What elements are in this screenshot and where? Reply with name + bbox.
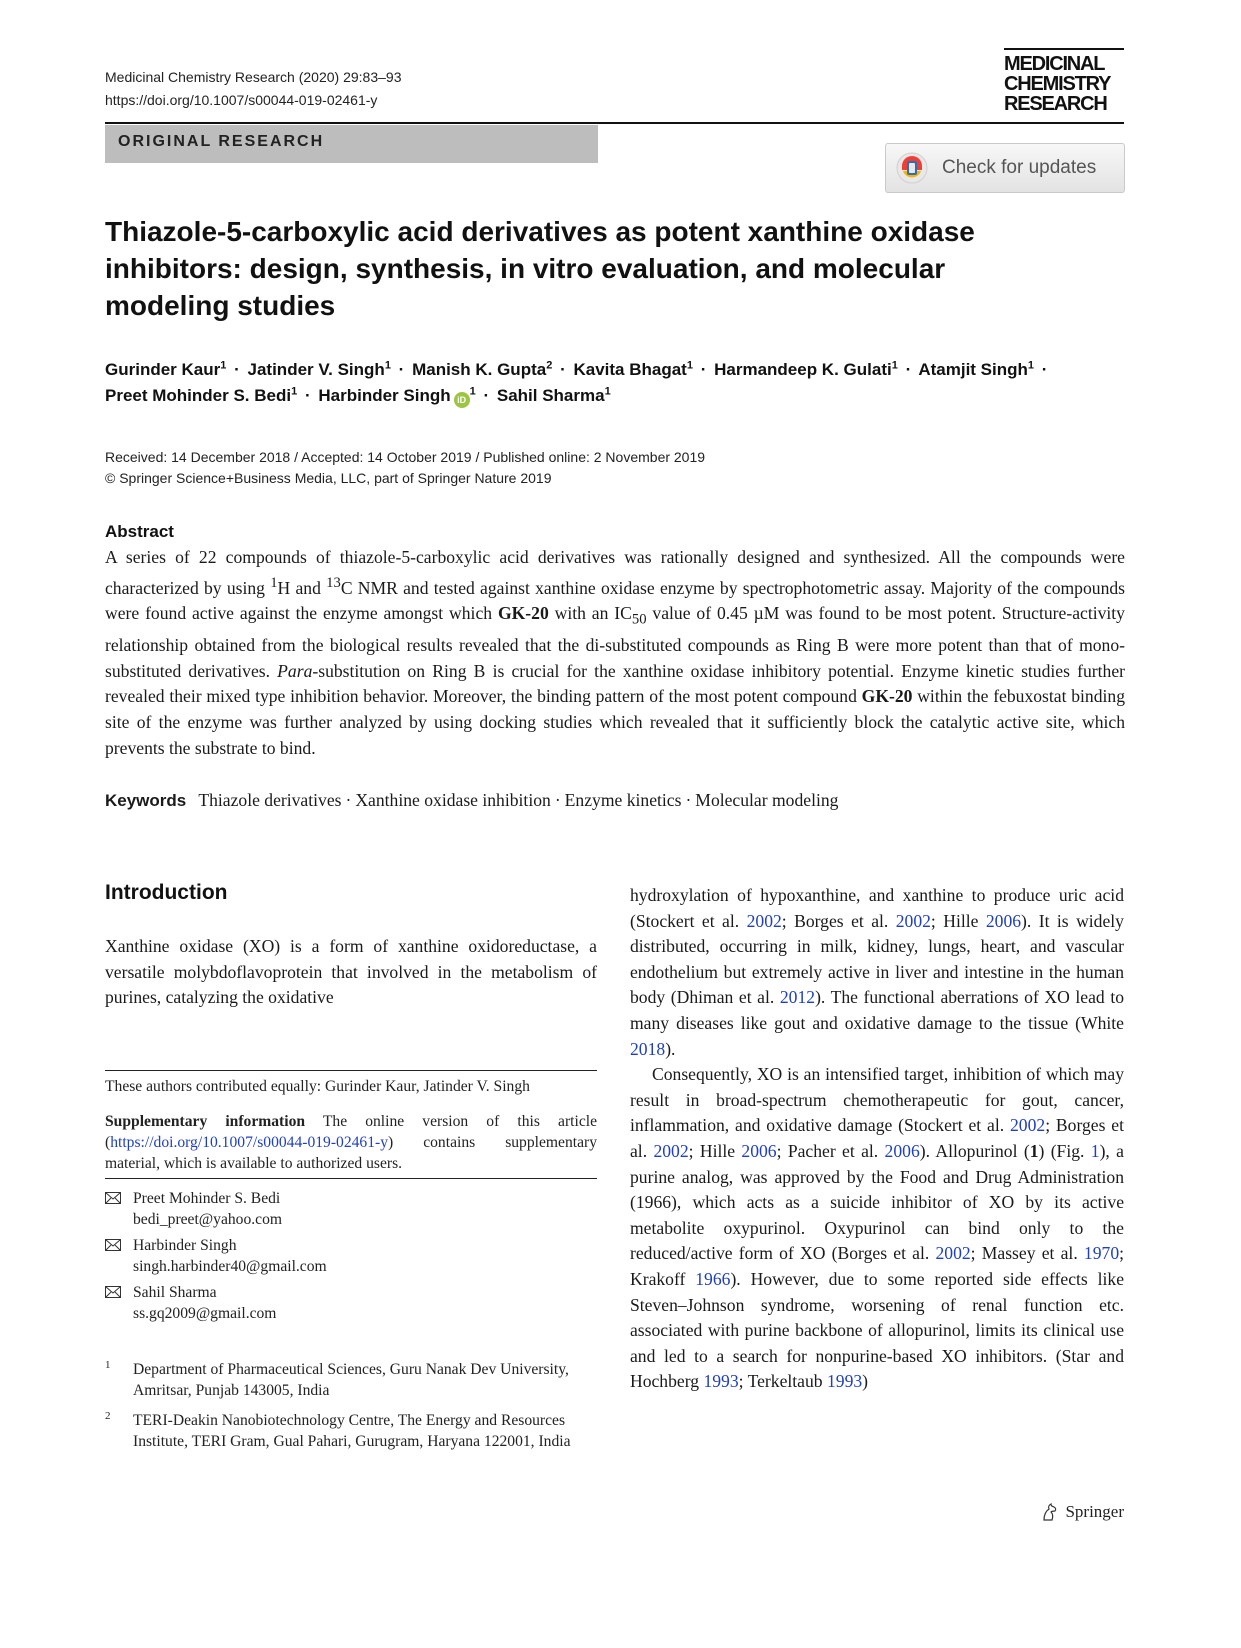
header-divider bbox=[105, 122, 1124, 124]
citation-link[interactable]: 2002 bbox=[653, 1140, 689, 1161]
citation-link[interactable]: 2018 bbox=[630, 1038, 666, 1059]
author-affiliation: 1 bbox=[384, 359, 391, 372]
keyword[interactable]: Molecular modeling bbox=[695, 790, 839, 810]
author-affiliation: 1 bbox=[604, 385, 611, 398]
footnote-divider bbox=[105, 1070, 597, 1071]
author-affiliation: 1 bbox=[891, 359, 898, 372]
equal-contribution-note: These authors contributed equally: Gurinder Kaur, Jatinder V. Singh bbox=[105, 1078, 530, 1095]
author-name[interactable]: Harbinder Singh bbox=[318, 386, 451, 405]
author-list bbox=[105, 357, 1125, 409]
citation-link[interactable]: 2006 bbox=[985, 910, 1022, 931]
envelope-icon bbox=[105, 1286, 121, 1298]
right-column bbox=[630, 883, 1124, 1395]
citation-link[interactable]: 2002 bbox=[1010, 1115, 1046, 1136]
citation-link[interactable]: 2006 bbox=[741, 1140, 777, 1161]
abstract-body: A series of 22 compounds of thiazole-5-carboxylic acid derivatives was rationally designed and synthesized. All the compounds were characterized by using $^1$H and $^{13}$C NMR and tested against xanthine oxidase enzyme by spectrophotometric assay. Majority of the compounds were found active against the enzyme amongst which GK-20 with an $IC_{50}$ value of 0.45 µM was found to be most potent. Structure-activity relationship obtained from the biological results revealed that the di-substituted compounds as Ring B were more potent than that of mono-substituted derivatives. Para-substitution on Ring B is crucial for the xanthine oxidase inhibitory potential. Enzyme kinetic studies further revealed their mixed type inhibition behavior. Moreover, the binding pattern of the most potent compound GK-20 within the febuxostat binding site of the enzyme was further analyzed by using docking studies which revealed that it sufficiently block the catalytic active site, which prevents the substrate to bind. bbox=[105, 547, 1126, 758]
author-affiliation: 1 bbox=[1027, 359, 1035, 372]
affiliation-entry bbox=[105, 1359, 597, 1401]
keyword[interactable]: Thiazole derivatives bbox=[198, 790, 342, 810]
journal-logo bbox=[1004, 48, 1124, 114]
author-name[interactable]: Atamjit Singh bbox=[918, 360, 1028, 379]
check-for-updates-button[interactable] bbox=[885, 143, 1125, 193]
journal-info bbox=[105, 66, 401, 112]
envelope-icon bbox=[105, 1239, 121, 1251]
orcid-icon[interactable]: iD bbox=[454, 392, 470, 408]
section-label: ORIGINAL RESEARCH bbox=[105, 125, 598, 163]
citation-link[interactable]: 2006 bbox=[884, 1140, 920, 1161]
publisher-name: Springer bbox=[1065, 1502, 1124, 1521]
affiliation-text: Department of Pharmaceutical Sciences, Guru Nanak Dev University, Amritsar, Punjab 143005, India bbox=[133, 1361, 569, 1399]
keyword[interactable]: Xanthine oxidase inhibition bbox=[355, 790, 551, 810]
contact-email[interactable]: bedi_preet@yahoo.com bbox=[133, 1211, 283, 1228]
contact-entry bbox=[105, 1188, 597, 1230]
check-for-updates-label: Check for updates bbox=[942, 157, 1097, 178]
contact-entry bbox=[105, 1235, 597, 1277]
citation-link[interactable]: 2012 bbox=[779, 987, 816, 1008]
author-name[interactable]: Kavita Bhagat bbox=[573, 360, 687, 379]
author-name[interactable]: Sahil Sharma bbox=[496, 386, 605, 405]
keywords-label: Keywords bbox=[105, 791, 187, 810]
contact-entry bbox=[105, 1282, 597, 1324]
citation-link[interactable]: 1966 bbox=[695, 1268, 731, 1289]
keyword[interactable]: Enzyme kinetics bbox=[564, 790, 682, 810]
figure-link[interactable]: 1 bbox=[1090, 1140, 1100, 1161]
author-affiliation: 2 bbox=[546, 359, 553, 372]
intro-paragraph-right-2: Consequently, XO is an intensified target, inhibition of which may result in broad-spectrum chemotherapeutic for gout, cancer, inflammation, and oxidative damage (Stockert et al. 2002; Borges et al. 2002; Hille 2006; Pacher et al. 2006). Allopurinol (1) (Fig. 1), a purine analog, was approved by the Food and Drug Administration (1966), which acts as a suicide inhibitor of XO by its active metabolite oxypurinol. Oxypurinol can bind only to the reduced/active form of XO (Borges et al. 2002; Massey et al. 1970; Krakoff 1966). However, due to some reported side effects like Steven–Johnson syndrome, worsening of renal function etc. associated with purine backbone of allopurinol, limits its clinical use and led to a search for nonpurine-based XO inhibitors. (Star and Hochberg 1993; Terkeltaub 1993) bbox=[630, 1064, 1125, 1392]
contact-email[interactable]: singh.harbinder40@gmail.com bbox=[133, 1258, 327, 1275]
author-affiliation: 1 bbox=[469, 385, 476, 398]
corresponding-authors bbox=[105, 1188, 597, 1329]
author-name[interactable]: Jatinder V. Singh bbox=[247, 360, 385, 379]
contact-email[interactable]: ss.gq2009@gmail.com bbox=[133, 1305, 277, 1322]
citation-link[interactable]: 2002 bbox=[895, 910, 931, 931]
author-affiliation: 1 bbox=[291, 385, 298, 398]
citation-link[interactable]: 2002 bbox=[746, 910, 782, 931]
intro-paragraph-right-1: hydroxylation of hypoxanthine, and xanthine to produce uric acid (Stockert et al. 2002; Borges et al. 2002; Hille 2006). It is widely distributed, occurring in milk, kidney, lungs, heart, and vascular endothelium but extremely active in liver and intestine in the human body (Dhiman et al. 2012). The functional aberrations of XO lead to many diseases like gout and oxidative damage to the tissue (White 2018). bbox=[630, 885, 1124, 1059]
affiliation-entry bbox=[105, 1410, 597, 1452]
author-line-1: Gurinder Kaur$^1$ · Jatinder V. Singh$^1$ · Manish K. Gupta$^2$ · Kavita Bhagat$^1$ · Harmandeep K. Gulati$^1$ · Atamjit Singh$^1$ · bbox=[105, 359, 1048, 379]
affiliation-number: 1 bbox=[105, 1359, 111, 1371]
footnote-divider bbox=[105, 1178, 597, 1179]
author-name[interactable]: Gurinder Kaur bbox=[105, 360, 221, 379]
author-name[interactable]: Harmandeep K. Gulati bbox=[714, 360, 892, 379]
publication-dates bbox=[105, 447, 705, 489]
copyright-line: © Springer Science+Business Media, LLC, part of Springer Nature 2019 bbox=[105, 470, 552, 486]
crossmark-icon bbox=[896, 152, 928, 184]
springer-logo bbox=[1040, 1502, 1124, 1522]
affiliation-number: 2 bbox=[105, 1410, 111, 1422]
journal-citation: Medicinal Chemistry Research (2020) 29:83–93 bbox=[105, 69, 402, 85]
supplementary-link[interactable]: https://doi.org/10.1007/s00044-019-02461-y bbox=[110, 1134, 389, 1151]
author-name[interactable]: Manish K. Gupta bbox=[412, 360, 547, 379]
doi-link[interactable]: https://doi.org/10.1007/s00044-019-02461-y bbox=[105, 92, 378, 108]
contact-name: Sahil Sharma bbox=[133, 1284, 217, 1301]
dates-line: Received: 14 December 2018 / Accepted: 14 October 2019 / Published online: 2 November 2019 bbox=[105, 449, 706, 465]
citation-link[interactable]: 1970 bbox=[1083, 1243, 1120, 1264]
article-title: Thiazole-5-carboxylic acid derivatives as potent xanthine oxidase inhibitors: design, synthesis, in vitro evaluation, and molecular modeling studies bbox=[105, 216, 975, 321]
logo-line-1: MEDICINAL bbox=[1004, 53, 1105, 75]
logo-line-3: RESEARCH bbox=[1004, 93, 1107, 115]
springer-horse-icon bbox=[1040, 1502, 1060, 1522]
author-line-2: Preet Mohinder S. Bedi$^1$ · Harbinder Singh $iD^1$ · Sahil Sharma$^1$ bbox=[105, 383, 1125, 409]
author-affiliation: 1 bbox=[220, 359, 227, 372]
affiliation-text: TERI-Deakin Nanobiotechnology Centre, The Energy and Resources Institute, TERI Gram, Gual Pahari, Gurugram, Haryana 122001, India bbox=[133, 1412, 571, 1450]
contact-name: Preet Mohinder S. Bedi bbox=[133, 1190, 281, 1207]
citation-link[interactable]: 1993 bbox=[826, 1371, 863, 1392]
citation-link[interactable]: 2002 bbox=[935, 1243, 971, 1264]
envelope-icon bbox=[105, 1192, 121, 1204]
introduction-heading: Introduction bbox=[105, 881, 228, 904]
affiliations bbox=[105, 1359, 597, 1461]
contact-name: Harbinder Singh bbox=[133, 1237, 237, 1254]
author-affiliation: 1 bbox=[686, 359, 693, 372]
logo-line-2: CHEMISTRY bbox=[1004, 73, 1111, 95]
author-name[interactable]: Preet Mohinder S. Bedi bbox=[105, 386, 292, 405]
supplementary-info-note: Supplementary information The online version of this article (https://doi.org/10.1007/s00044-019-02461-y) contains supplementary material, which is available to authorized users. bbox=[105, 1113, 597, 1172]
abstract-heading: Abstract bbox=[105, 522, 174, 541]
keywords: Keywords Thiazole derivatives · Xanthine oxidase inhibition · Enzyme kinetics · Molecular modeling bbox=[105, 790, 839, 810]
intro-paragraph-left: Xanthine oxidase (XO) is a form of xanthine oxidoreductase, a versatile molybdoflavoprotein that involved in the metabolism of purines, catalyzing the oxidative bbox=[105, 936, 597, 1008]
citation-link[interactable]: 1993 bbox=[703, 1371, 739, 1392]
